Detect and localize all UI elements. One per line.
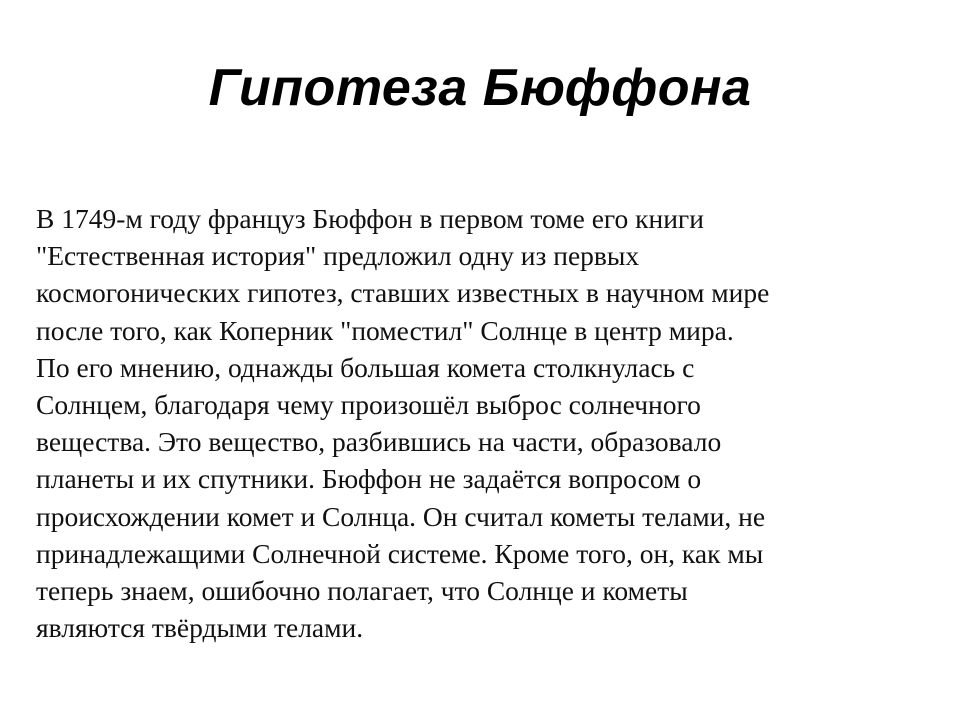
body-line: По его мнению, однажды большая комета столкнулась с xyxy=(36,351,695,383)
slide-body-text xyxy=(36,200,916,646)
body-line: теперь знаем, ошибочно полагает, что Солнце и кометы xyxy=(36,575,688,607)
body-line: Солнцем, благодаря чему произошёл выброс солнечного xyxy=(36,389,701,421)
body-line: В 1749-м году француз Бюффон в первом томе его книги xyxy=(36,203,704,234)
slide-title: Гипотеза Бюффона xyxy=(208,59,752,117)
body-line: планеты и их спутники. Бюффон не задаётся вопросом о xyxy=(36,463,702,495)
body-line: после того, как Коперник "поместил" Солнце в центр мира. xyxy=(36,314,734,346)
body-line: вещества. Это вещество, разбившись на части, образовало xyxy=(36,426,722,458)
body-line: являются твёрдыми телами. xyxy=(36,612,364,644)
body-line: "Естественная история" предложил одну из первых xyxy=(36,240,640,272)
body-line: принадлежащими Солнечной системе. Кроме того, он, как мы xyxy=(36,537,764,569)
body-line: происхождении комет и Солнца. Он считал кометы телами, не xyxy=(36,500,766,532)
body-line: космогонических гипотез, ставших известных в научном мире xyxy=(36,277,770,309)
